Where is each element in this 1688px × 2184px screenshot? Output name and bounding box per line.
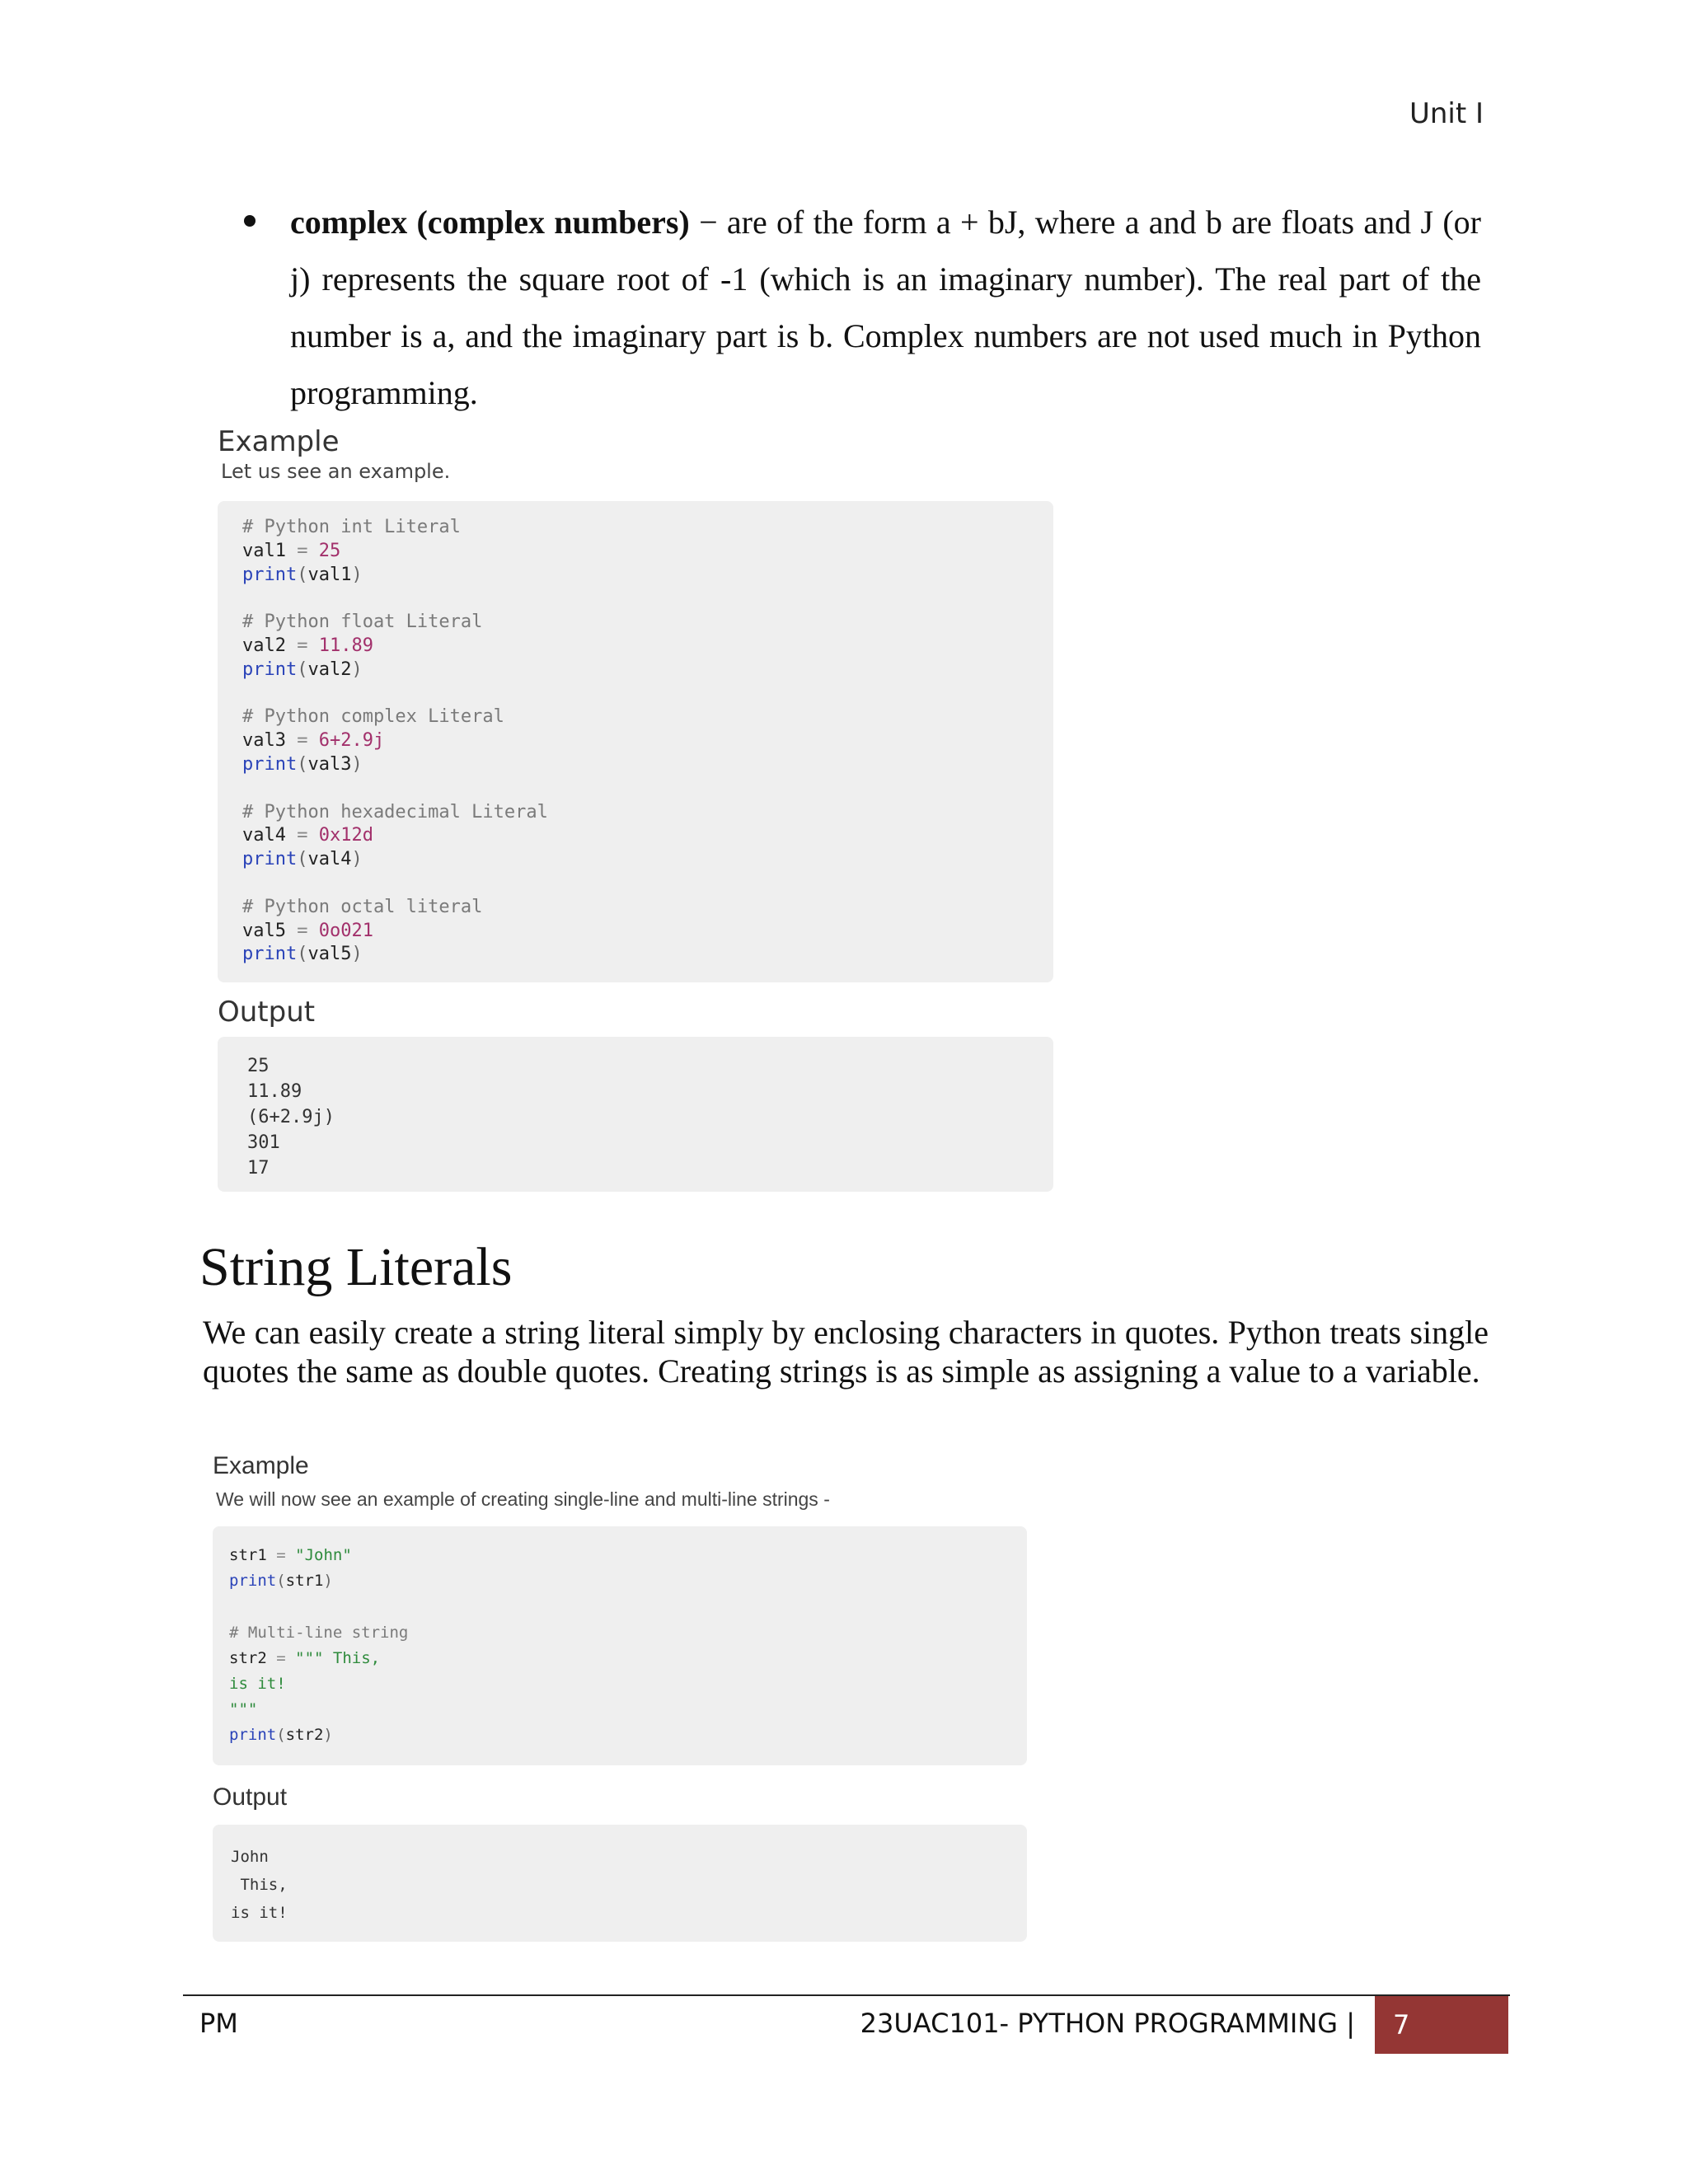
code-arg: val5	[307, 944, 352, 965]
code-value: "John"	[295, 1546, 352, 1564]
example1-output	[247, 1053, 335, 1181]
code-var: str2	[229, 1648, 267, 1667]
code-value: """ This,	[295, 1648, 381, 1667]
code-comment: # Python complex Literal	[242, 706, 504, 728]
output-line: is it!	[231, 1904, 288, 1922]
example1-code: # Python int Literal val1 = 25 print(val1) # Python float Literal val2 = 11.89 print(val2) # Python complex Literal val3 = 6+2.9j print(val3) # Python hexadecimal Literal val4 = 0x12d print(val4) # Python octal literal val5 = 0o021 print(val5)	[242, 517, 548, 965]
example2-output-heading: Output	[213, 1783, 288, 1811]
output-line: 25	[247, 1056, 270, 1076]
code-var: str1	[229, 1546, 267, 1564]
output-line: John	[231, 1848, 269, 1866]
code-value: 11.89	[318, 635, 373, 656]
code-var: val1	[242, 540, 286, 561]
code-print: print	[229, 1726, 277, 1745]
example1-heading: Example	[218, 425, 340, 458]
example2-code: str1 = "John" print(str1) # Multi-line string str2 = """ This, is it! """ print(str2)	[229, 1546, 409, 1745]
example1-output-heading: Output	[218, 996, 316, 1029]
code-string-line: is it!	[229, 1675, 286, 1694]
code-comment: # Python octal literal	[242, 896, 483, 917]
footer-left-label: PM	[199, 2008, 238, 2039]
code-comment: # Multi-line string	[229, 1623, 409, 1642]
code-print: print	[242, 944, 298, 965]
section-title: String Literals	[199, 1237, 513, 1297]
code-value: 0x12d	[318, 825, 373, 846]
example1-output-block[interactable]	[218, 1037, 1053, 1192]
example2-output	[231, 1843, 288, 1927]
code-print: print	[242, 849, 298, 870]
code-print: print	[229, 1572, 277, 1591]
example2-subtitle: We will now see an example of creating single-line and multi-line strings -	[216, 1488, 830, 1510]
output-line: 301	[247, 1132, 280, 1153]
bullet-dot-icon	[244, 215, 256, 227]
code-arg: val4	[307, 849, 352, 870]
output-line: (6+2.9j)	[247, 1107, 335, 1127]
code-comment: # Python float Literal	[242, 612, 483, 633]
example1-subtitle: Let us see an example.	[221, 460, 451, 483]
complex-term: complex (complex numbers)	[290, 204, 690, 241]
footer-divider	[183, 1994, 1510, 1996]
example1-code-block[interactable]	[218, 501, 1053, 982]
code-arg: val2	[307, 658, 352, 680]
header-unit-label: Unit I	[1409, 97, 1484, 130]
example2-output-block[interactable]	[213, 1825, 1027, 1942]
code-var: val3	[242, 730, 286, 752]
code-arg: str1	[285, 1572, 324, 1591]
code-arg: val1	[307, 564, 352, 585]
page-number: 7	[1375, 1996, 1508, 2054]
code-print: print	[242, 753, 298, 775]
code-value: 25	[318, 540, 341, 561]
code-print: print	[242, 658, 298, 680]
output-line: 17	[247, 1158, 270, 1179]
code-arg: val3	[307, 753, 352, 775]
code-var: val2	[242, 635, 286, 656]
code-print: print	[242, 564, 298, 585]
output-line: 11.89	[247, 1081, 302, 1102]
complex-bullet	[290, 194, 1481, 421]
code-value: 0o021	[318, 920, 373, 941]
code-comment: # Python int Literal	[242, 517, 461, 537]
section-paragraph: We can easily create a string literal simply by enclosing characters in quotes. Python treats single quotes the same as double quotes. Creating strings is as simple as assigning a value to a variable.	[203, 1314, 1489, 1390]
output-line: This,	[231, 1876, 288, 1894]
code-comment: # Python hexadecimal Literal	[242, 801, 548, 823]
code-var: val5	[242, 920, 286, 941]
example2-code-block[interactable]	[213, 1526, 1027, 1765]
code-arg: str2	[285, 1726, 324, 1745]
example2-heading: Example	[213, 1452, 309, 1479]
complex-bullet-text	[290, 194, 1481, 421]
code-string-close: """	[229, 1700, 258, 1719]
code-var: val4	[242, 825, 286, 846]
code-value: 6+2.9j	[318, 730, 385, 752]
complex-description: − are of the form a + bJ, where a and b are floats and J (or j) represents the square root of -1 (which is an imaginary number). The real part of the number is a, and the imaginary part is b. Complex numbers are not used much in Python programming.	[290, 204, 1481, 411]
footer-course-title: 23UAC101- PYTHON PROGRAMMING |	[860, 2008, 1355, 2039]
